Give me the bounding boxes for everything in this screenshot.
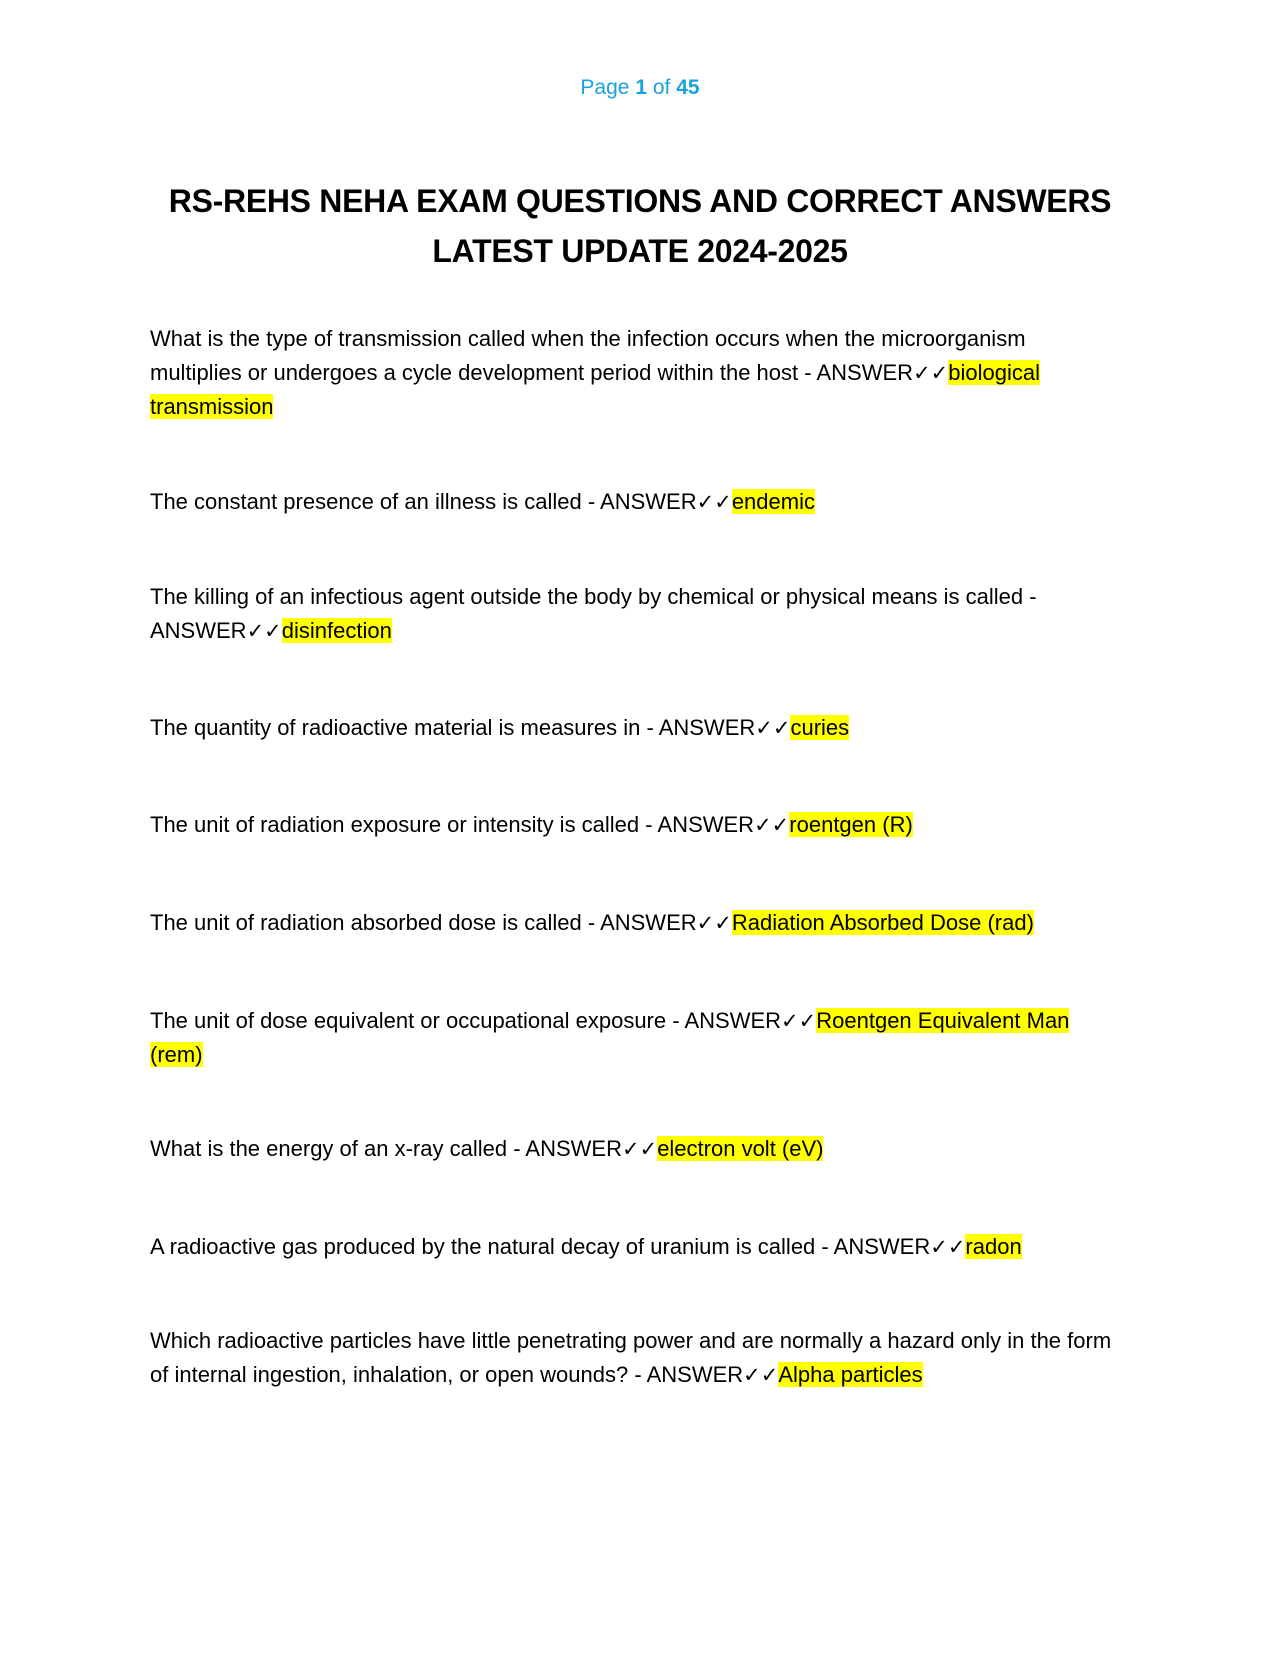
checkmark-icon: ✓✓ xyxy=(696,911,732,935)
question-text: The unit of radiation exposure or intensity is called xyxy=(150,812,640,837)
answer-marker: - ANSWER xyxy=(587,910,697,935)
qa-item-5 xyxy=(150,808,1120,842)
question-text: The quantity of radioactive material is measures in xyxy=(150,715,641,740)
question-text: The killing of an infectious agent outside the body by chemical or physical means is called xyxy=(150,584,1024,609)
checkmark-icon: ✓✓ xyxy=(246,619,282,643)
checkmark-icon: ✓✓ xyxy=(754,813,790,837)
qa-item-7 xyxy=(150,1004,1120,1072)
checkmark-icon: ✓✓ xyxy=(743,1363,779,1387)
checkmark-icon: ✓✓ xyxy=(781,1009,817,1033)
answer-marker: - ANSWER xyxy=(646,715,756,740)
answer-text: Roentgen Equivalent Man (rem) xyxy=(150,1008,1070,1067)
answer-marker: - ANSWER xyxy=(645,812,755,837)
answer-marker: - ANSWER xyxy=(672,1008,782,1033)
question-text: The unit of radiation absorbed dose is called xyxy=(150,910,582,935)
checkmark-icon: ✓✓ xyxy=(696,490,732,514)
answer-marker: - ANSWER xyxy=(513,1136,622,1161)
checkmark-icon: ✓✓ xyxy=(621,1137,658,1161)
question-text: What is the type of transmission called when the infection occurs when the microorganism multiplies or undergoes a cycle development period within the host xyxy=(150,326,1026,385)
qa-item-10 xyxy=(150,1324,1120,1392)
answer-marker: - ANSWER xyxy=(587,489,697,514)
qa-item-2 xyxy=(150,485,1120,519)
checkmark-icon: ✓✓ xyxy=(913,361,949,385)
checkmark-icon: ✓✓ xyxy=(755,716,791,740)
checkmark-icon: ✓✓ xyxy=(930,1235,966,1259)
qa-item-3 xyxy=(150,580,1120,648)
question-text: What is the energy of an x-ray called xyxy=(150,1136,508,1161)
answer-text: curies xyxy=(790,715,850,740)
answer-text: biological transmission xyxy=(150,360,1040,419)
question-text: The unit of dose equivalent or occupational exposure xyxy=(150,1008,667,1033)
qa-item-6 xyxy=(150,906,1120,940)
answer-text: endemic xyxy=(731,489,815,514)
answer-text: radon xyxy=(965,1234,1022,1259)
question-text: The constant presence of an illness is called xyxy=(150,489,582,514)
answer-text: electron volt (eV) xyxy=(657,1136,824,1161)
answer-marker: - ANSWER xyxy=(804,360,914,385)
question-text: A radioactive gas produced by the natural decay of uranium is called xyxy=(150,1234,816,1259)
answer-text: Radiation Absorbed Dose (rad) xyxy=(731,910,1034,935)
answer-marker: - ANSWER xyxy=(634,1362,744,1387)
answer-text: Alpha particles xyxy=(778,1362,923,1387)
question-text: Which radioactive particles have little penetrating power and are normally a hazard only in the form of internal ingestion, inhalation, or open wounds? xyxy=(150,1328,1112,1387)
title-line-2: LATEST UPDATE 2024-2025 xyxy=(432,233,848,269)
answer-marker: - ANSWER xyxy=(821,1234,931,1259)
answer-marker: - ANSWER xyxy=(150,584,1037,643)
document-title xyxy=(150,176,1130,276)
page-counter: Page 1 of 45 xyxy=(580,76,700,99)
qa-item-8 xyxy=(150,1132,1120,1166)
answer-text: roentgen (R) xyxy=(789,812,913,837)
qa-item-9 xyxy=(150,1230,1120,1264)
qa-item-1 xyxy=(150,322,1120,424)
answer-text: disinfection xyxy=(281,618,392,643)
qa-item-4 xyxy=(150,711,1120,745)
title-line-1: RS-REHS NEHA EXAM QUESTIONS AND CORRECT ANSWERS xyxy=(168,183,1112,219)
